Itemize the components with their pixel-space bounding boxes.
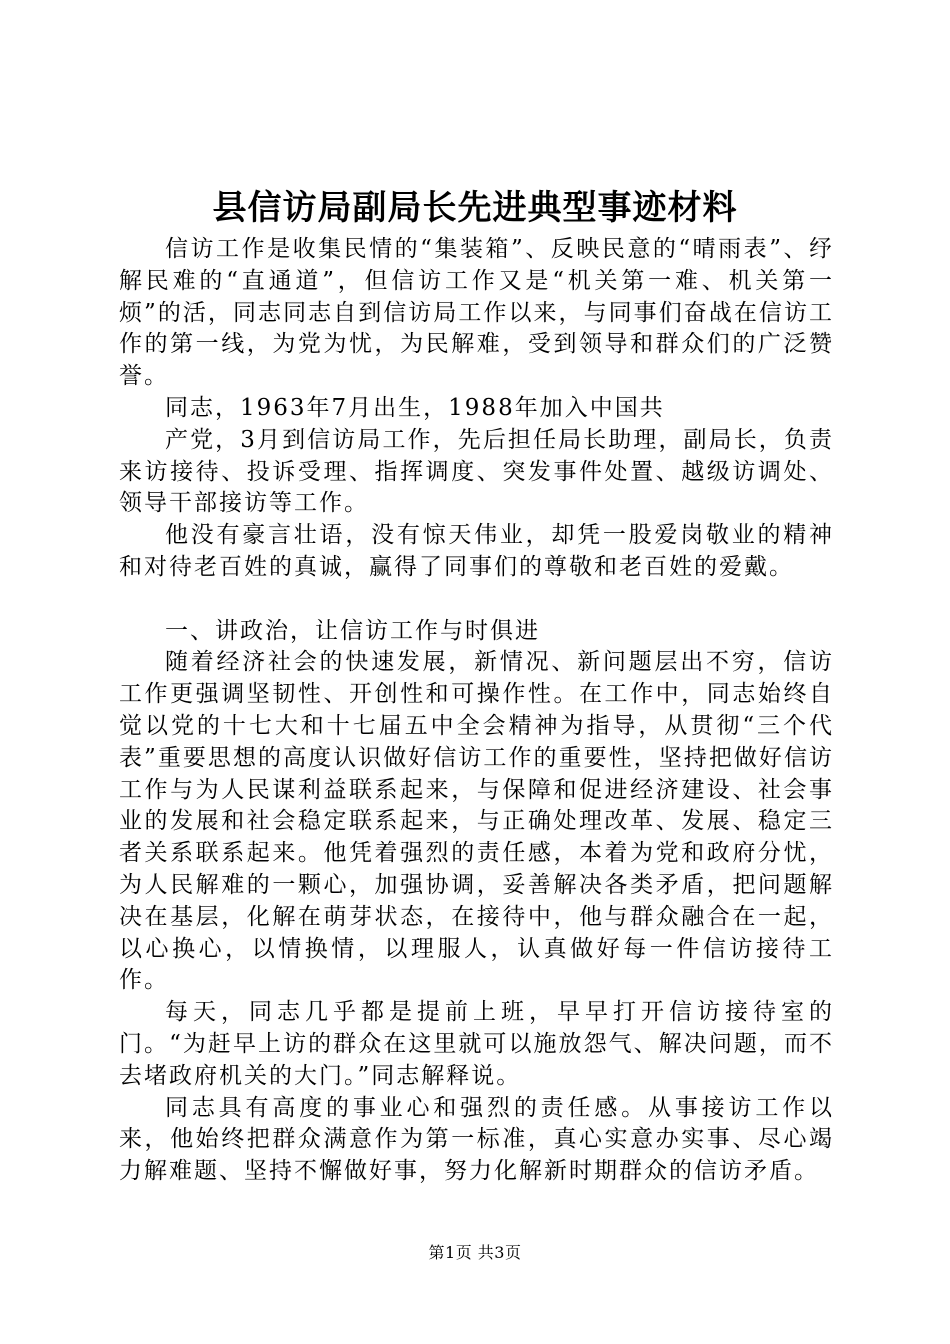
document-body xyxy=(119,234,834,1188)
paragraph-bio-line: 同志，1963年7月出生，1988年加入中国共 xyxy=(165,394,665,421)
blank-line xyxy=(119,584,834,616)
paragraph-bio-duties: 产党，3月到信访局工作，先后担任局长助理，副局长，负责来访接待、投诉受理、指挥调度、突发事件处置、越级访调处、领导干部接访等工作。 xyxy=(119,426,834,517)
document-title: 县信访局副局长先进典型事迹材料 xyxy=(212,188,738,228)
paragraph-dedication: 他没有豪言壮语，没有惊天伟业，却凭一股爱岗敬业的精神和对待老百姓的真诚，赢得了同事们的尊敬和老百姓的爱戴。 xyxy=(119,522,834,580)
paragraph-responsibility: 同志具有高度的事业心和强烈的责任感。从事接访工作以来，他始终把群众满意作为第一标准，真心实意办实事、尽心竭力解难题、坚持不懈做好事，努力化解新时期群众的信访矛盾。 xyxy=(119,1094,834,1185)
paragraph-politics: 随着经济社会的快速发展，新情况、新问题层出不穷，信访工作更强调坚韧性、开创性和可操作性。在工作中，同志始终自觉以党的十七大和十七届五中全会精神为指导，从贯彻“三个代表”重要思想的高度认识做好信访工作的重要性，坚持把做好信访工作与为人民谋利益联系起来，与保障和促进经济建设、社会事业的发展和社会稳定联系起来，与正确处理改革、发展、稳定三者关系联系起来。他凭着强烈的责任感，本着为党和政府分忧，为人民解难的一颗心，加强协调，妥善解决各类矛盾，把问题解决在基层，化解在萌芽状态，在接待中，他与群众融合在一起，以心换心，以情换情，以理服人，认真做好每一件信访接待工作。 xyxy=(119,649,834,994)
page-number-footer: 第1页 共3页 xyxy=(428,1243,522,1262)
paragraph-intro: 信访工作是收集民情的“集装箱”、反映民意的“晴雨表”、纾解民难的“直通道”，但信访工作又是“机关第一难、机关第一烦”的活，同志同志自到信访局工作以来，与同事们奋战在信访工作的第一线，为党为忧，为民解难，受到领导和群众们的广泛赞誉。 xyxy=(119,236,834,390)
paragraph-early-work: 每天，同志几乎都是提前上班，早早打开信访接待室的门。“为赶早上访的群众在这里就可以施放怨气、解决问题，而不去堵政府机关的大门。”同志解释说。 xyxy=(119,999,834,1089)
section-heading: 一、讲政治，让信访工作与时俱进 xyxy=(165,617,540,644)
